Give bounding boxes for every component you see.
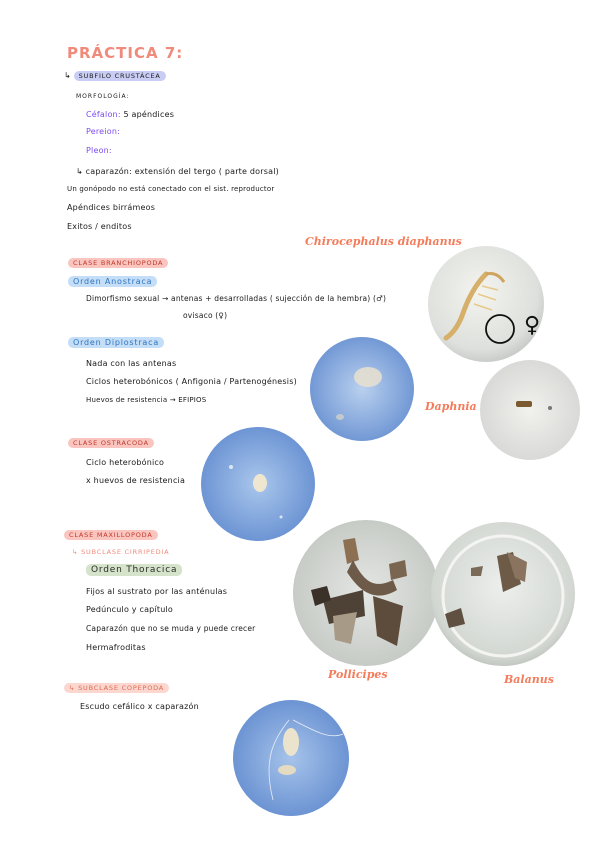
caption-pollicipes: Pollicipes [328,668,388,681]
thoracica-line1: Fijos al sustrato por las anténulas [86,587,228,596]
orden-anostraca: Orden Anostraca [68,276,157,287]
morfologia-heading: MORFOLOGÍA: [76,93,130,100]
clase-ostracoda: CLASE OSTRACODA [68,438,154,448]
caption-chirocephalus: Chirocephalus diaphanus [305,235,462,248]
clase-ostracoda-row [68,438,154,447]
clase-maxillopoda: CLASE MAXILLOPODA [64,530,158,540]
orden-thoracica-row [86,565,182,575]
orden-diplostraca: Orden Diplostraca [68,337,164,348]
cefalon-row [86,110,174,119]
pereion-label: Pereion: [86,127,120,136]
page-title: PRÁCTICA 7: [67,44,184,62]
diplostraca-line3: Huevos de resistencia → EFIPIOS [86,396,207,404]
subfilo-label: SUBFILO CRUSTÁCEA [74,71,166,81]
caption-daphnia: Daphnia [425,400,477,413]
arrow-icon: ↳ [64,71,71,80]
anostraca-line1: Dimorfismo sexual → antenas + desarrolladas ( sujección de la hembra) (♂) [86,294,387,303]
cefalon-label: Céfalon: [86,110,121,119]
copepoda-line: Escudo cefálico x caparazón [80,702,199,711]
photo-pollicipes [293,520,439,666]
subclase-copepoda: ↳ SUBCLASE COPEPODA [64,683,169,693]
caption-balanus: Balanus [504,673,554,686]
thoracica-line3: Caparazón que no se muda y puede crecer [86,624,256,633]
photo-diplostraca [310,337,414,441]
subclase-cirripedia: ↳ SUBCLASE CIRRIPEDIA [72,548,170,556]
orden-thoracica: Orden Thoracica [86,564,182,576]
photo-copepoda [233,700,349,816]
clase-branchiopoda-row [68,258,168,267]
note-apendices: Apéndices birrámeos [67,203,156,212]
anostraca-line2: ovisaco (♀) [183,311,228,320]
orden-anostraca-row [68,277,157,286]
note-caparazon: ↳ caparazón: extensión del tergo ( parte dorsal) [76,167,279,176]
ostracoda-line1: Ciclo heterobónico [86,458,165,467]
cefalon-detail: 5 apéndices [123,110,175,119]
clase-maxillopoda-row [64,530,158,539]
female-icon: ♀ [524,313,541,338]
orden-diplostraca-row [68,338,164,347]
ostracoda-line2: x huevos de resistencia [86,476,186,485]
thoracica-line4: Hermafroditas [86,643,146,652]
thoracica-line2: Pedúnculo y capítulo [86,605,174,614]
note-gonopodo: Un gonópodo no está conectado con el sist. reproductor [67,185,275,193]
photo-chirocephalus [428,246,544,362]
photo-daphnia [480,360,580,460]
subfilo-row [64,71,166,80]
clase-branchiopoda: CLASE BRANCHIOPODA [68,258,168,268]
photo-balanus [431,522,575,666]
diplostraca-line2: Ciclos heterobónicos ( Anfigonia / Partenogénesis) [86,377,297,386]
note-exitos: Exitos / enditos [67,222,132,231]
photo-ostracoda [201,427,315,541]
diplostraca-line1: Nada con las antenas [86,359,177,368]
pleon-label: Pleon: [86,146,112,155]
subclase-copepoda-row [64,684,169,692]
